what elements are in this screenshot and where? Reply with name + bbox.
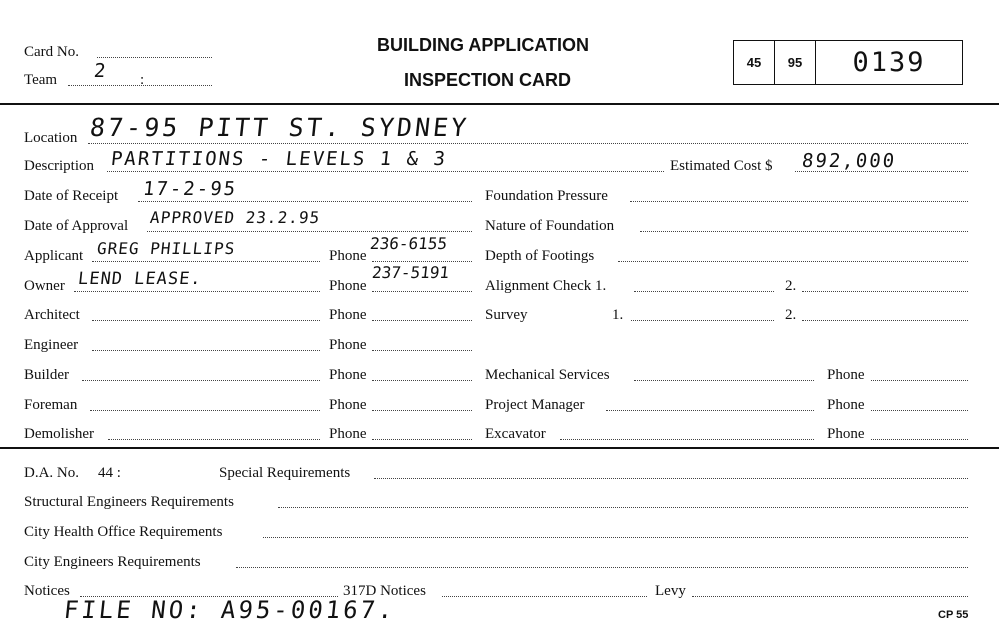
excavator-phone-field[interactable] [871,439,968,440]
demolisher-phone-field[interactable] [372,439,472,440]
architect-field[interactable] [92,320,320,321]
mechanical-services-field[interactable] [634,380,814,381]
city-health-label: City Health Office Requirements [24,524,223,540]
project-manager-phone-field[interactable] [871,410,968,411]
header-divider [0,103,999,105]
project-manager-label: Project Manager [485,397,585,413]
applicant-value: GREG PHILLIPS [96,239,237,258]
foreman-label: Foreman [24,397,78,413]
date-receipt-value: 17-2-95 [141,178,239,200]
card-prefix-b: 95 [787,55,803,70]
depth-footings-label: Depth of Footings [485,248,595,264]
foreman-field[interactable] [90,410,320,411]
description-field[interactable] [107,171,664,172]
mechanical-phone-label: Phone [827,367,865,383]
card-prefix-box-a [733,40,775,85]
project-manager-field[interactable] [606,410,814,411]
alignment-check-2-field[interactable] [802,291,968,292]
city-engineers-field[interactable] [236,567,968,568]
excavator-label: Excavator [485,426,546,442]
architect-label: Architect [24,307,80,323]
alignment-check-1-field[interactable] [634,291,774,292]
demolisher-field[interactable] [108,439,320,440]
location-field[interactable] [88,143,968,144]
estimated-cost-value: 892,000 [800,150,898,172]
team-value: 2 [92,60,109,82]
file-no-handwritten: FILE NO: A95-00167. [62,596,398,624]
levy-field[interactable] [692,596,968,597]
survey-label: Survey [485,307,528,323]
date-receipt-label: Date of Receipt [24,188,119,204]
demolisher-label: Demolisher [24,426,94,442]
team-label: Team [24,72,58,88]
owner-field[interactable] [74,291,320,292]
engineer-field[interactable] [92,350,320,351]
survey-2-label: 2. [785,307,797,323]
card-no-field[interactable] [97,57,212,58]
team-colon: : [140,72,145,88]
card-prefix-a: 45 [746,55,762,70]
survey-1-field[interactable] [631,320,774,321]
description-label: Description [24,158,94,174]
section-divider [0,447,999,449]
location-value: 87-95 PITT ST. SYDNEY [88,113,471,142]
engineer-label: Engineer [24,337,79,353]
engineer-phone-label: Phone [329,337,367,353]
notices-label: Notices [24,583,70,599]
card-number-box [815,40,963,85]
alignment-check-label: Alignment Check 1. [485,278,607,294]
alignment-check-2-label: 2. [785,278,797,294]
special-requirements-field[interactable] [374,478,968,479]
date-approval-label: Date of Approval [24,218,129,234]
applicant-phone-value: 236-6155 [369,234,449,253]
special-requirements-label: Special Requirements [219,465,351,481]
owner-phone-field[interactable] [372,291,472,292]
builder-phone-label: Phone [329,367,367,383]
city-health-field[interactable] [263,537,968,538]
mechanical-services-label: Mechanical Services [485,367,610,383]
owner-phone-value: 237-5191 [371,263,451,282]
demolisher-phone-label: Phone [329,426,367,442]
mechanical-phone-field[interactable] [871,380,968,381]
engineer-phone-field[interactable] [372,350,472,351]
excavator-field[interactable] [560,439,814,440]
survey-2-field[interactable] [802,320,968,321]
date-receipt-field[interactable] [138,201,472,202]
form-title-line2: INSPECTION CARD [404,70,572,90]
survey-1-label: 1. [612,307,624,323]
excavator-phone-label: Phone [827,426,865,442]
nature-foundation-field[interactable] [640,231,968,232]
architect-phone-field[interactable] [372,320,472,321]
nature-foundation-label: Nature of Foundation [485,218,615,234]
owner-label: Owner [24,278,65,294]
card-number: 0139 [852,47,926,78]
da-no-value: 44 : [98,465,121,481]
applicant-phone-label: Phone [329,248,367,264]
depth-footings-field[interactable] [618,261,968,262]
date-approval-field[interactable] [147,231,472,232]
owner-value: LEND LEASE. [76,269,203,289]
owner-phone-label: Phone [329,278,367,294]
foreman-phone-label: Phone [329,397,367,413]
date-approval-value: APPROVED 23.2.95 [149,208,322,227]
levy-label: Levy [655,583,686,599]
builder-field[interactable] [82,380,320,381]
form-title-line1: BUILDING APPLICATION [377,35,589,55]
city-engineers-label: City Engineers Requirements [24,554,201,570]
card-no-label: Card No. [24,44,79,60]
project-manager-phone-label: Phone [827,397,865,413]
foundation-pressure-field[interactable] [630,201,968,202]
notices-317d-label: 317D Notices [343,583,426,599]
card-prefix-box-b [774,40,816,85]
foreman-phone-field[interactable] [372,410,472,411]
applicant-field[interactable] [92,261,320,262]
builder-label: Builder [24,367,69,383]
architect-phone-label: Phone [329,307,367,323]
location-label: Location [24,130,78,146]
builder-phone-field[interactable] [372,380,472,381]
description-value: PARTITIONS - LEVELS 1 & 3 [109,148,449,170]
applicant-label: Applicant [24,248,84,264]
estimated-cost-label: Estimated Cost $ [670,158,773,174]
notices-317d-field[interactable] [442,596,647,597]
foundation-pressure-label: Foundation Pressure [485,188,608,204]
structural-engineers-label: Structural Engineers Requirements [24,494,234,510]
da-no-label: D.A. No. [24,465,79,481]
card-form-code: CP 55 [938,609,969,621]
structural-engineers-field[interactable] [278,507,968,508]
